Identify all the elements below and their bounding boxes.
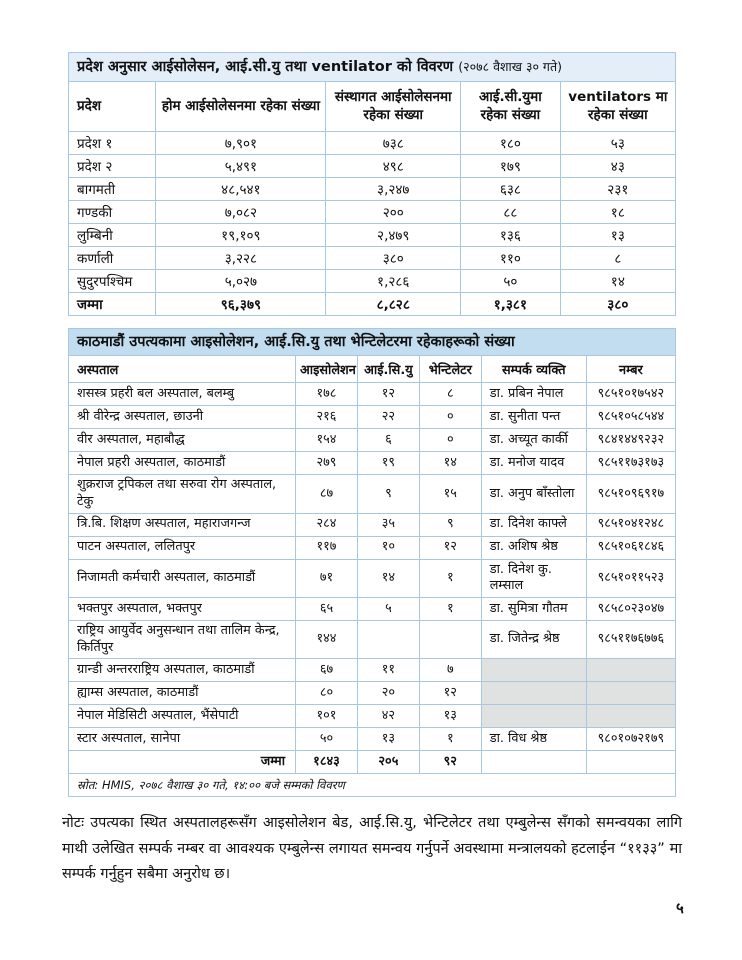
- table-cell: १३: [357, 728, 419, 751]
- table-cell: ८: [419, 383, 481, 406]
- table-cell: ४२: [357, 705, 419, 728]
- table-cell: ५,०२७: [156, 269, 326, 292]
- table-cell: [481, 705, 586, 728]
- table-cell: ५०: [296, 728, 358, 751]
- table-row: [69, 223, 676, 246]
- total-label: जम्मा: [69, 751, 296, 774]
- table-cell: ०: [419, 429, 481, 452]
- table-cell: बागमती: [69, 177, 156, 200]
- table-row: [69, 705, 676, 728]
- table-cell: नेपाल प्रहरी अस्पताल, काठमाडौं: [69, 452, 296, 475]
- table-cell: १०१: [296, 705, 358, 728]
- table-cell: १३६: [461, 223, 561, 246]
- hospital-table: [68, 328, 676, 798]
- table-cell: १३: [560, 223, 675, 246]
- total-home-isolation: ९६,३७९: [156, 292, 326, 315]
- table-cell: ७: [419, 659, 481, 682]
- table-cell: ६३८: [461, 177, 561, 200]
- table-cell: स्टार अस्पताल, सानेपा: [69, 728, 296, 751]
- table-cell: १: [419, 559, 481, 597]
- table-cell: ह्याम्स अस्पताल, काठमाडौं: [69, 682, 296, 705]
- table-cell: शुक्रराज ट्रपिकल तथा सरुवा रोग अस्पताल, टेकु: [69, 475, 296, 513]
- column-header-isolation: आइसोलेशन: [296, 356, 358, 383]
- table-row: [69, 246, 676, 269]
- table-cell: १०: [357, 536, 419, 559]
- total-icu: १,३८१: [461, 292, 561, 315]
- table-cell: वीर अस्पताल, महाबौद्ध: [69, 429, 296, 452]
- table-cell: १८: [560, 200, 675, 223]
- table-cell: ७,०८२: [156, 200, 326, 223]
- table-cell: डा. मनोज यादव: [481, 452, 586, 475]
- table-cell: ०: [419, 406, 481, 429]
- column-header-icu: आई.सि.यु: [357, 356, 419, 383]
- table-cell: राष्ट्रिय आयुर्वेद अनुसन्धान तथा तालिम केन्द्र, किर्तिपुर: [69, 620, 296, 658]
- table-cell: ९८०१०७२१७९: [586, 728, 675, 751]
- table-cell: ३,२४७: [326, 177, 461, 200]
- table-cell: ९८५८०२३०४७: [586, 597, 675, 620]
- table-row: [69, 728, 676, 751]
- table-row: [69, 682, 676, 705]
- table-cell: ९८५१०६१८४६: [586, 536, 675, 559]
- table-cell: ३८०: [326, 246, 461, 269]
- table-cell: ५०: [461, 269, 561, 292]
- table-cell: २८४: [296, 513, 358, 536]
- table-cell: ९८५१०११५२३: [586, 559, 675, 597]
- table-row: [69, 559, 676, 597]
- table-cell: डा. अशिष श्रेष्ठ: [481, 536, 586, 559]
- footer-note: नोटः उपत्यका स्थित अस्पतालहरूसँग आइसोलेशन बेड, आई.सि.यु, भेन्टिलेटर तथा एम्बुलेन्स सँगको समन्वयका लागि माथी उलेखित सम्पर्क नम्बर वा आवश्यक एम्बुलेन्स लगायत समन्वय गर्नुपर्ने अवस्थामा मन्त्रालयको हटलाईन “११३३” मा सम्पर्क गर्नुहुन सबैमा अनुरोध छ।: [62, 815, 682, 882]
- table-header-row: [69, 82, 676, 131]
- table-cell: ११०: [461, 246, 561, 269]
- table-cell: १५: [419, 475, 481, 513]
- table-row: [69, 597, 676, 620]
- table-cell: ३,२२८: [156, 246, 326, 269]
- table-cell: भक्तपुर अस्पताल, भक्तपुर: [69, 597, 296, 620]
- table-cell: ११: [357, 659, 419, 682]
- table-cell: ११७: [296, 536, 358, 559]
- table-cell: ९८५१०४१२४८: [586, 513, 675, 536]
- column-header-home-isolation: होम आईसोलेसनमा रहेका संख्या: [156, 82, 326, 131]
- table-cell: शसस्त्र प्रहरी बल अस्पताल, बलम्बु: [69, 383, 296, 406]
- table-cell: ४८,५४१: [156, 177, 326, 200]
- table-cell: डा. दिनेश काफ्ले: [481, 513, 586, 536]
- table-cell: श्री वीरेन्द्र अस्पताल, छाउनी: [69, 406, 296, 429]
- table1-title: [69, 53, 676, 82]
- table1-total-row: [69, 292, 676, 315]
- table-cell: १२: [419, 536, 481, 559]
- table-title-row: [69, 328, 676, 356]
- table-cell: ९८५११७६७७६: [586, 620, 675, 658]
- province-summary-table: [68, 52, 676, 316]
- source-row: [69, 774, 676, 797]
- table-cell: [586, 682, 675, 705]
- table-row: [69, 200, 676, 223]
- table-row: [69, 406, 676, 429]
- table-cell: ३५: [357, 513, 419, 536]
- table2-title: काठमाडौं उपत्यकामा आइसोलेशन, आई.सि.यु तथा भेन्टिलेटरमा रहेकाहरूको संख्या: [69, 328, 676, 356]
- province-rows: [69, 131, 676, 292]
- table-cell: सुदुरपश्चिम: [69, 269, 156, 292]
- table-cell: ७,९०१: [156, 131, 326, 154]
- table1-title-text: प्रदेश अनुसार आईसोलेसन, आई.सी.यु तथा ventilator को विवरण: [77, 59, 454, 75]
- total-ventilators: ३८०: [560, 292, 675, 315]
- table-cell: १८०: [461, 131, 561, 154]
- table-cell: ८: [560, 246, 675, 269]
- table-cell: २१६: [296, 406, 358, 429]
- total-isolation: १८४३: [296, 751, 358, 774]
- table-row: [69, 620, 676, 658]
- column-header-icu: आई.सी.युमा रहेका संख्या: [461, 82, 561, 131]
- column-header-province: प्रदेश: [69, 82, 156, 131]
- table-row: [69, 475, 676, 513]
- total-contact-empty: [481, 751, 586, 774]
- table-row: [69, 154, 676, 177]
- table-cell: ८०: [296, 682, 358, 705]
- table-cell: डा. सुनीता पन्त: [481, 406, 586, 429]
- table-cell: ८७: [296, 475, 358, 513]
- table1-title-date: (२०७८ वैशाख ३० गते): [458, 59, 562, 74]
- table-cell: प्रदेश १: [69, 131, 156, 154]
- table-cell: २३१: [560, 177, 675, 200]
- table-cell: ९८५१०५८५४४: [586, 406, 675, 429]
- table-cell: १९,१०९: [156, 223, 326, 246]
- table-cell: डा. अच्यूत कार्की: [481, 429, 586, 452]
- total-institutional-isolation: ८,८२८: [326, 292, 461, 315]
- table-cell: २२: [357, 406, 419, 429]
- table-cell: डा. दिनेश कु. लम्साल: [481, 559, 586, 597]
- page-number: ५: [676, 899, 684, 917]
- table-cell: [586, 659, 675, 682]
- column-header-institutional-isolation: संस्थागत आईसोलेसनमा रहेका संख्या: [326, 82, 461, 131]
- table-cell: ८८: [461, 200, 561, 223]
- table-row: [69, 659, 676, 682]
- table-cell: ४३: [560, 154, 675, 177]
- table2-total-row: [69, 751, 676, 774]
- table-row: [69, 429, 676, 452]
- table-cell: २,४७९: [326, 223, 461, 246]
- column-header-ventilators: ventilators मा रहेका संख्या: [560, 82, 675, 131]
- table-cell: १४: [357, 559, 419, 597]
- table-cell: [481, 682, 586, 705]
- table-cell: ९: [419, 513, 481, 536]
- column-header-contact-person: सम्पर्क व्यक्ति: [481, 356, 586, 383]
- table-cell: २७९: [296, 452, 358, 475]
- table-cell: ५३: [560, 131, 675, 154]
- table-cell: ७३८: [326, 131, 461, 154]
- table-cell: गण्डकी: [69, 200, 156, 223]
- table-cell: २००: [326, 200, 461, 223]
- table-row: [69, 452, 676, 475]
- table-cell: [481, 659, 586, 682]
- table-cell: १४: [419, 452, 481, 475]
- table-cell: १३: [419, 705, 481, 728]
- table-cell: १४४: [296, 620, 358, 658]
- table-cell: १,२८६: [326, 269, 461, 292]
- table-cell: १५४: [296, 429, 358, 452]
- total-ventilator: ९२: [419, 751, 481, 774]
- table-cell: प्रदेश २: [69, 154, 156, 177]
- table-cell: डा. प्रबिन नेपाल: [481, 383, 586, 406]
- report-page: [62, 52, 682, 887]
- table-cell: त्रि.बि. शिक्षण अस्पताल, महाराजगन्ज: [69, 513, 296, 536]
- column-header-ventilator: भेन्टिलेटर: [419, 356, 481, 383]
- table-title-row: [69, 53, 676, 82]
- table-cell: ६५: [296, 597, 358, 620]
- table-cell: ४९८: [326, 154, 461, 177]
- table-cell: [357, 620, 419, 658]
- table-cell: डा. जितेन्द्र श्रेष्ठ: [481, 620, 586, 658]
- hospital-rows: [69, 383, 676, 751]
- table-row: [69, 513, 676, 536]
- table-cell: डा. सुमित्रा गौतम: [481, 597, 586, 620]
- table-row: [69, 131, 676, 154]
- table-cell: ७१: [296, 559, 358, 597]
- table-cell: ९८५१०९६९१७: [586, 475, 675, 513]
- table-cell: १: [419, 597, 481, 620]
- total-number-empty: [586, 751, 675, 774]
- table-cell: १९: [357, 452, 419, 475]
- table-cell: [586, 705, 675, 728]
- table-cell: ९८५११७३१७३: [586, 452, 675, 475]
- table-cell: ९८५१०१७५४२: [586, 383, 675, 406]
- total-icu: २०५: [357, 751, 419, 774]
- table-cell: ६: [357, 429, 419, 452]
- table-cell: १२: [419, 682, 481, 705]
- table-row: [69, 383, 676, 406]
- table-row: [69, 177, 676, 200]
- table-cell: ग्रान्डी अन्तरराष्ट्रिय अस्पताल, काठमाडौं: [69, 659, 296, 682]
- source-note: स्रोत: HMIS, २०७८ वैशाख ३० गते, १४:०० बजे सम्मको विवरण: [69, 774, 676, 797]
- column-header-number: नम्बर: [586, 356, 675, 383]
- table-row: [69, 536, 676, 559]
- table-cell: ९८४१४४९२३२: [586, 429, 675, 452]
- table-cell: ५,४९१: [156, 154, 326, 177]
- table-cell: १४: [560, 269, 675, 292]
- table-cell: १२: [357, 383, 419, 406]
- table-row: [69, 269, 676, 292]
- table-cell: डा. विध श्रेष्ठ: [481, 728, 586, 751]
- table-cell: लुम्बिनी: [69, 223, 156, 246]
- table-header-row: [69, 356, 676, 383]
- table-cell: नेपाल मेडिसिटी अस्पताल, भैंसेपाटी: [69, 705, 296, 728]
- table-cell: पाटन अस्पताल, ललितपुर: [69, 536, 296, 559]
- table-cell: [419, 620, 481, 658]
- column-header-hospital: अस्पताल: [69, 356, 296, 383]
- table-cell: २०: [357, 682, 419, 705]
- table-cell: डा. अनुप बाँस्तोला: [481, 475, 586, 513]
- table-cell: ५: [357, 597, 419, 620]
- table-cell: ६७: [296, 659, 358, 682]
- table-cell: निजामती कर्मचारी अस्पताल, काठमाडौं: [69, 559, 296, 597]
- table-cell: १७९: [461, 154, 561, 177]
- total-label: जम्मा: [69, 292, 156, 315]
- table-cell: १: [419, 728, 481, 751]
- table-cell: १७८: [296, 383, 358, 406]
- table-cell: ९: [357, 475, 419, 513]
- table-cell: कर्णाली: [69, 246, 156, 269]
